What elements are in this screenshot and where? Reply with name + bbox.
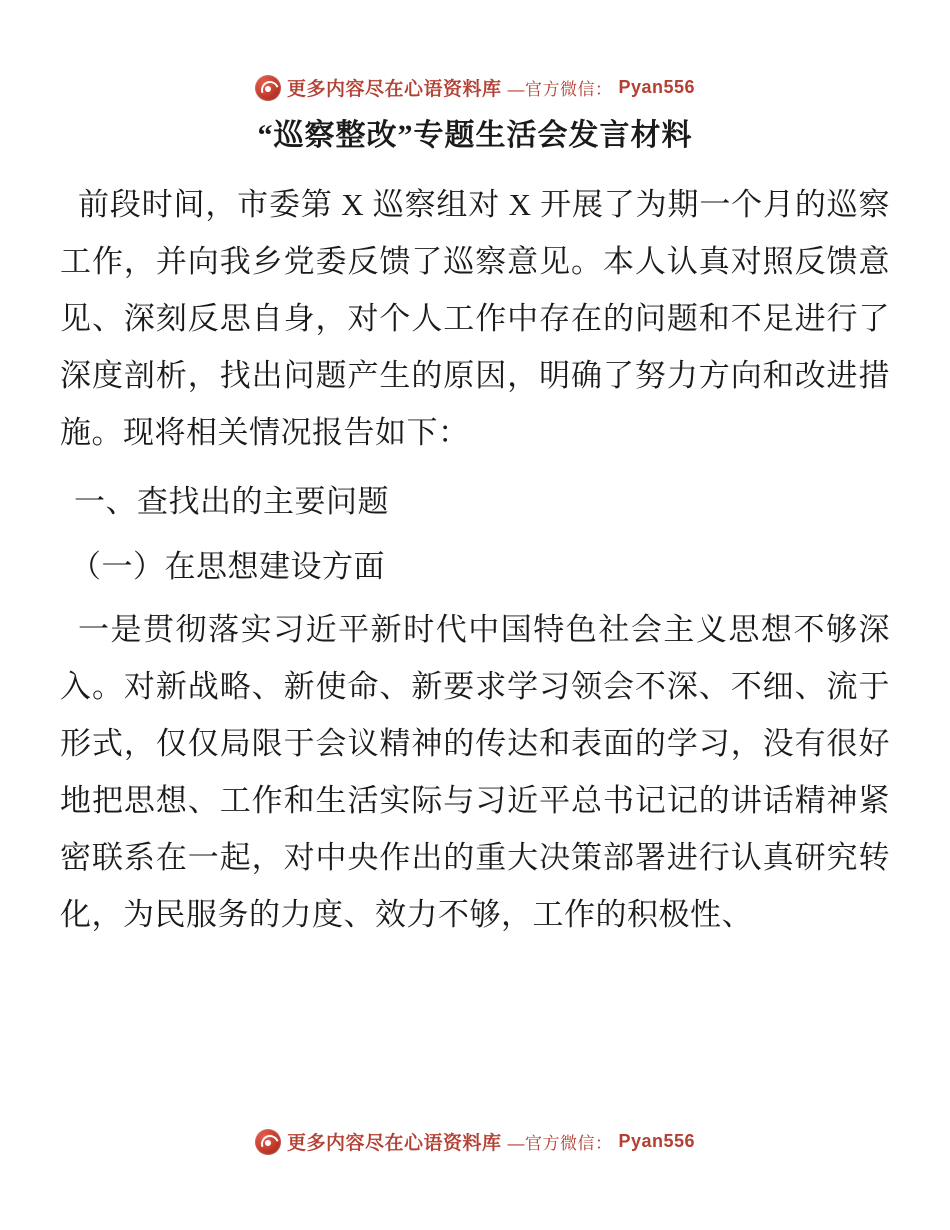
subsection-heading-one: （一）在思想建设方面 [70,549,385,584]
watermark-text: 更多内容尽在心语资料库 [286,1133,502,1154]
watermark-wechat-id: Pyan556 [618,1131,696,1151]
compass-logo-icon [255,1129,281,1155]
paragraph-intro: 前段时间，市委第 X 巡察组对 X 开展了为期一个月的巡察工作，并向我乡党委反馈了巡察意见。本人认真对照反馈意见、深刻反思自身，对个人工作中存在的问题和不足进行了深度剖析，找出问题产生的原因，明确了努力方向和改进措施。现将相关情况报告如下： [60,187,890,450]
page-title: “巡察整改”专题生活会发言材料 [257,119,693,152]
watermark-wechat-id: Pyan556 [618,77,696,97]
paragraph-body-one: 一是贯彻落实习近平新时代中国特色社会主义思想不够深入。对新战略、新使命、新要求学习领会不深、不细、流于形式，仅仅局限于会议精神的传达和表面的学习，没有很好地把思想、工作和生活实际与习近平总书记记的讲话精神紧密联系在一起，对中央作出的重大决策部署进行认真研究转化，为民服务的力度、效力不够，工作的积极性、 [60,612,890,932]
document-body [60,110,890,949]
section-heading-one: 一、查找出的主要问题 [74,484,389,519]
compass-logo-icon [255,75,281,101]
watermark-banner-bottom [0,1128,950,1155]
watermark-separator: —官方微信： [507,1134,613,1153]
watermark-banner-top [0,74,950,101]
watermark-separator: —官方微信： [507,80,613,99]
watermark-text: 更多内容尽在心语资料库 [286,79,502,100]
